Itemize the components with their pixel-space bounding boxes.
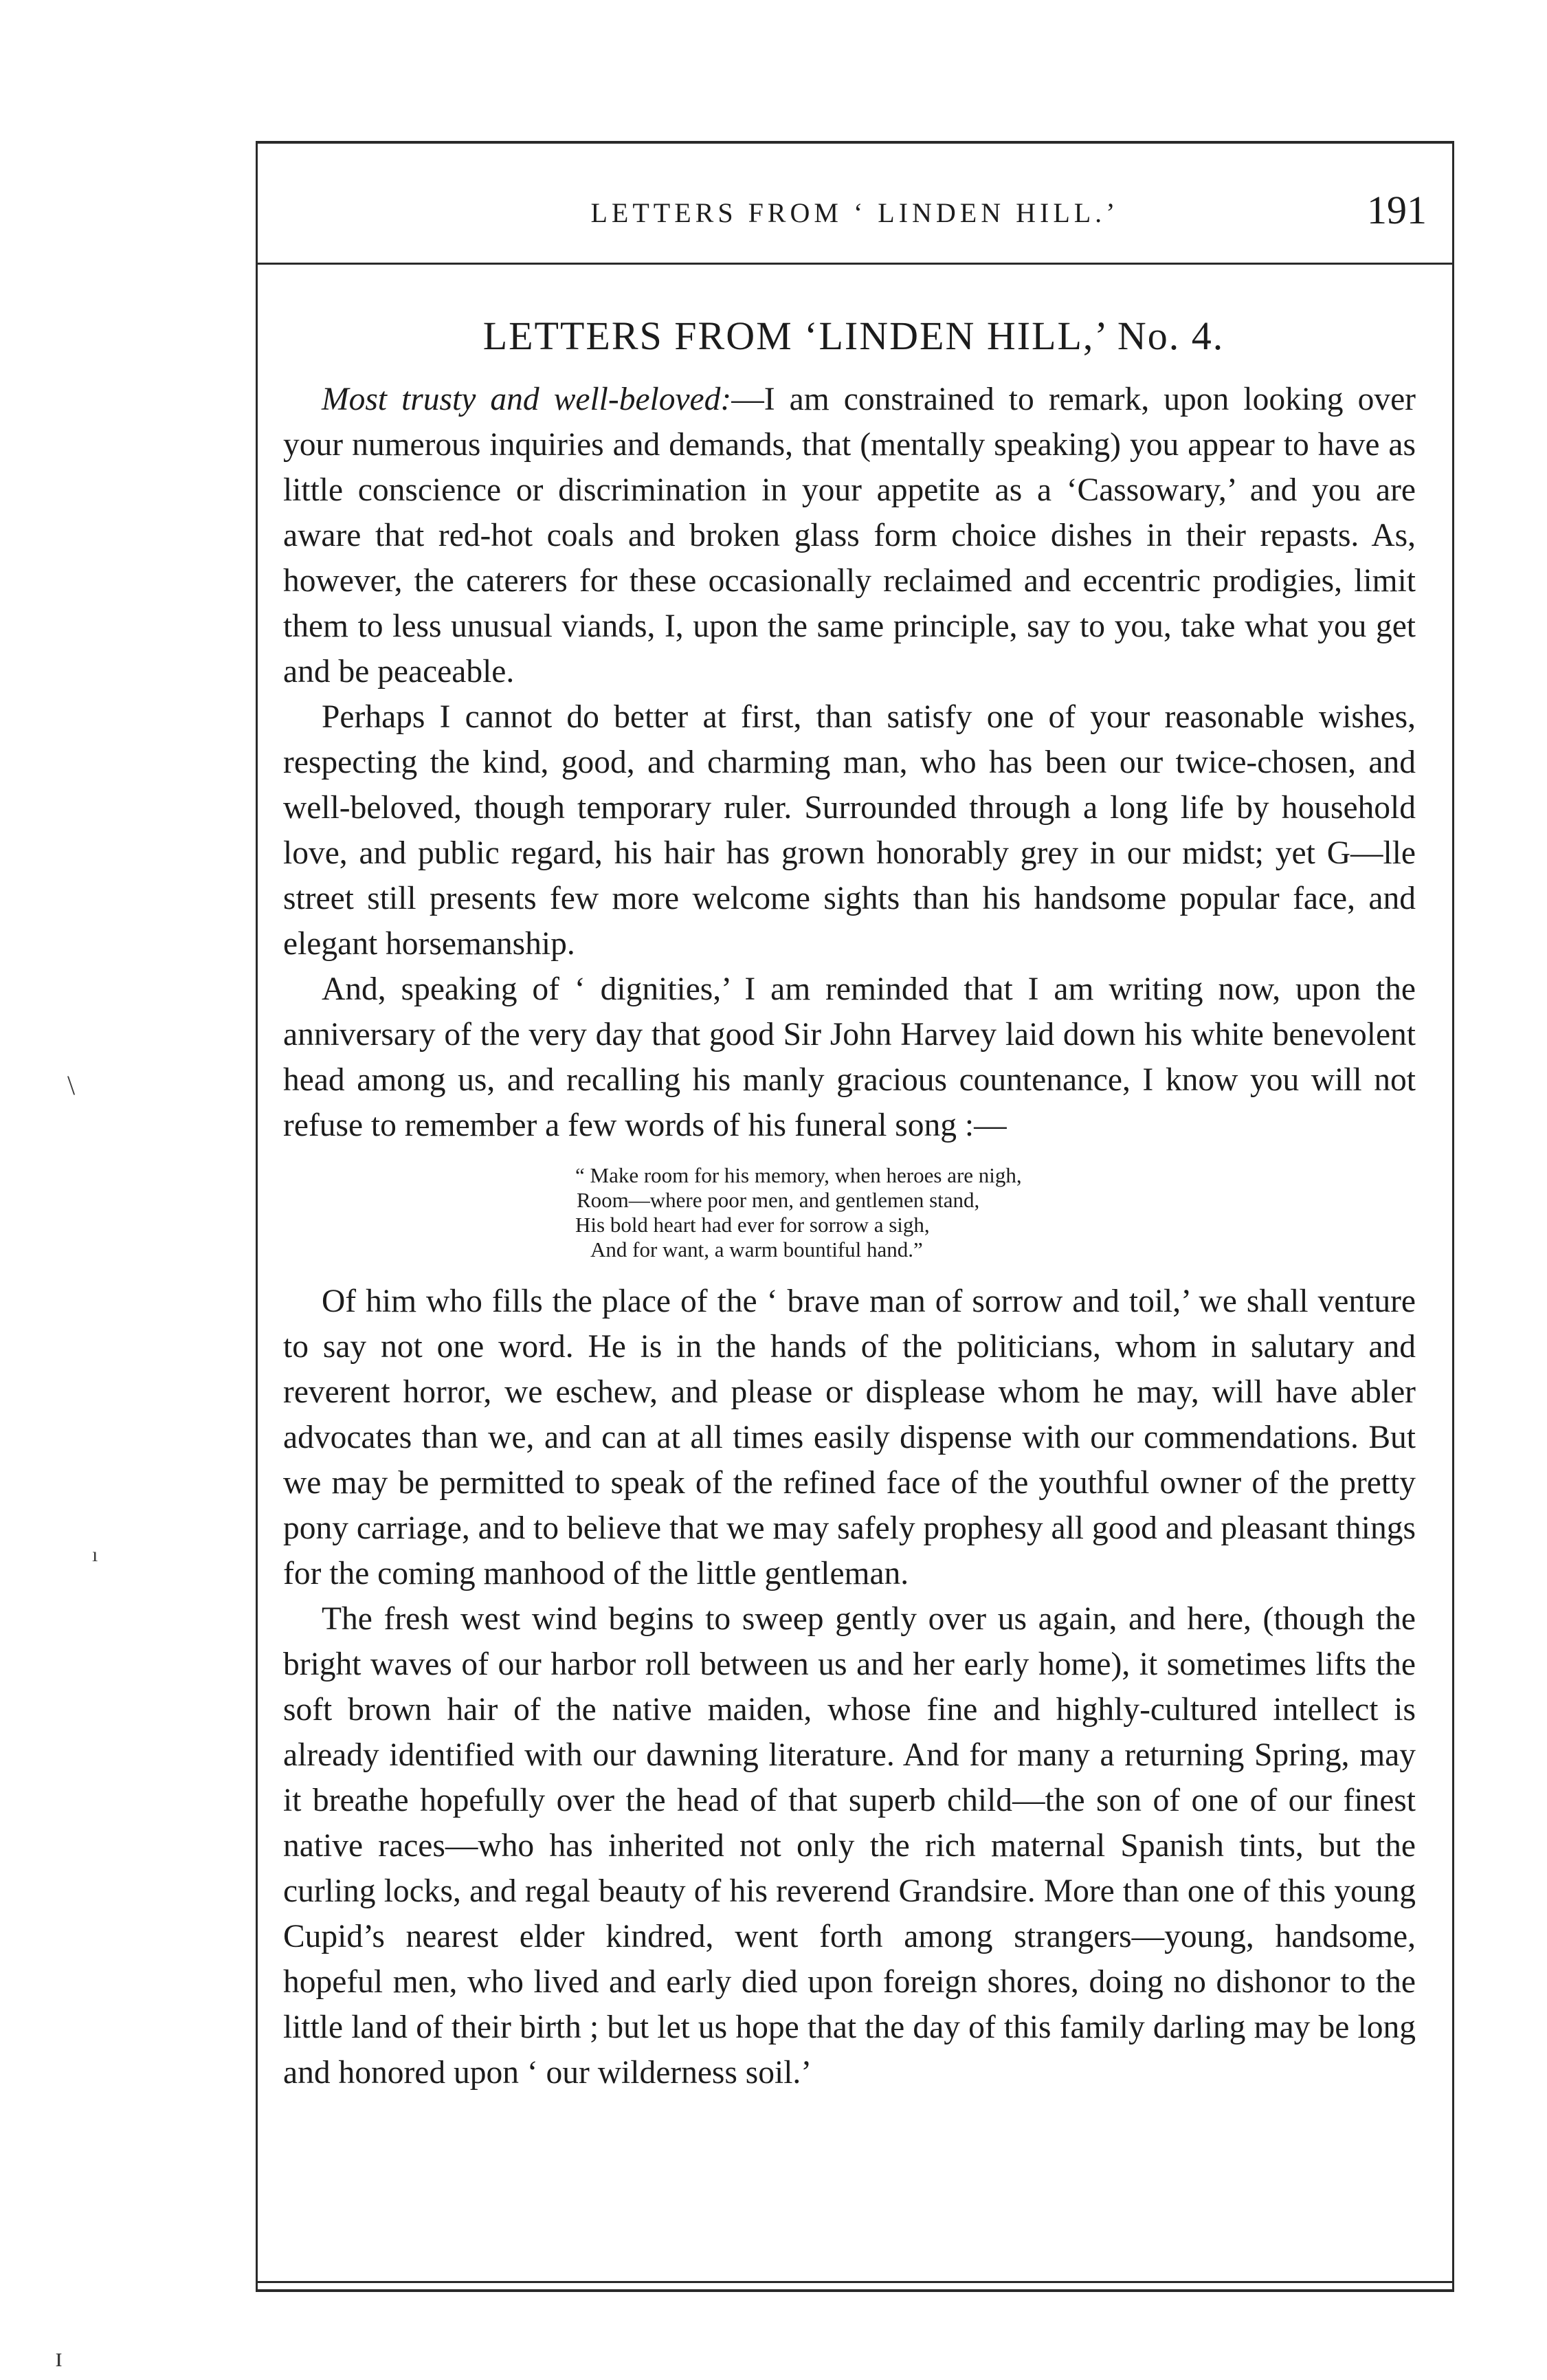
margin-speck-mark: \ xyxy=(67,1070,76,1101)
paragraph-3: And, speaking of ‘ dignities,’ I am reminded that I am writing now, upon the anniversary of the very day that good Sir John Harvey laid down his white benevolent head among us, and recalling his manly gracious countenance, I know you will not refuse to remember a few words of his funeral song :— xyxy=(283,971,1416,1143)
bottom-rule xyxy=(256,2281,1454,2283)
paragraph-1 xyxy=(283,377,1416,694)
margin-speck-mark: ı xyxy=(92,1543,98,1566)
top-rule xyxy=(256,141,1454,144)
verse-line: His bold heart had ever for sorrow a sigh, xyxy=(575,1213,930,1237)
paragraph-5: The fresh west wind begins to sweep gently over us again, and here, (though the bright waves of our harbor roll between us and her early home), it sometimes lifts the soft brown hair of the native maiden, whose fine and highly-cultured intellect is already identified with our dawning literature. And for many a returning Spring, may it breathe hopefully over the head of that superb child—the son of one of our finest native races—who has inherited not only the rich maternal Spanish tints, but the curling locks, and regal beauty of his reverend Grandsire. More than one of this young Cupid’s nearest elder kindred, went forth among strangers—young, handsome, hopeful men, who lived and early died upon foreign shores, doing no dishonor to the little land of their birth ; but let us hope that the day of this family darling may be long and honored upon ‘ our wilderness soil.’ xyxy=(283,1601,1416,2091)
running-head xyxy=(256,187,1454,242)
verse-line: “ Make room for his memory, when heroes are nigh, xyxy=(575,1163,1022,1187)
paragraph-2: Perhaps I cannot do better at first, than satisfy one of your reasonable wishes, respecting the kind, good, and charming man, who has been our twice-chosen, and well-beloved, though temporary ruler. Surrounded through a long life by household love, and public regard, his hair has grown honorably grey in our midst; yet G—lle street still presents few more welcome sights than his handsome popular face, and elegant horsemanship. xyxy=(283,699,1416,962)
running-title: LETTERS FROM ‘ LINDEN HILL.’ xyxy=(590,197,1120,228)
paragraph-4: Of him who fills the place of the ‘ brave man of sorrow and toil,’ we shall venture to say not one word. He is in the hands of the politicians, whom in salutary and reverent horror, we eschew, and please or displease whom he may, will have abler advocates than we, and can at all times easily dispense with our commendations. But we may be permitted to speak of the refined face of the youthful owner of the pretty pony carriage, and to believe that we may safely prophesy all good and pleasant things for the coming manhood of the little gentleman. xyxy=(283,1283,1416,1591)
bottom-double-rule xyxy=(256,2289,1454,2292)
article-body xyxy=(283,377,1416,2095)
paragraph-1-text: —I am constrained to remark, upon looking over your numerous inquiries and demands, that (mentally speaking) you appear to have as little conscience or discrimination in your appetite as a ‘Cassowary,’ and you are aware that red-hot coals and broken glass form choice dishes in their repasts. As, however, the caterers for these occasionally reclaimed and eccentric prodigies, limit them to less unusual viands, I, upon the same principle, say to you, take what you get and be peaceable. xyxy=(283,382,1416,690)
verse-line: And for want, a warm bountiful hand.” xyxy=(590,1237,923,1261)
margin-speck-mark: ɪ xyxy=(55,2342,63,2372)
page-number: 191 xyxy=(1367,188,1427,232)
verse-quote xyxy=(283,1163,1416,1262)
verse-line: Room—where poor men, and gentlemen stand, xyxy=(577,1188,980,1212)
salutation: Most trusty and well-beloved: xyxy=(322,382,732,417)
header-rule xyxy=(256,263,1454,265)
article-title: LETTERS FROM ‘LINDEN HILL,’ No. 4. xyxy=(482,313,1225,358)
